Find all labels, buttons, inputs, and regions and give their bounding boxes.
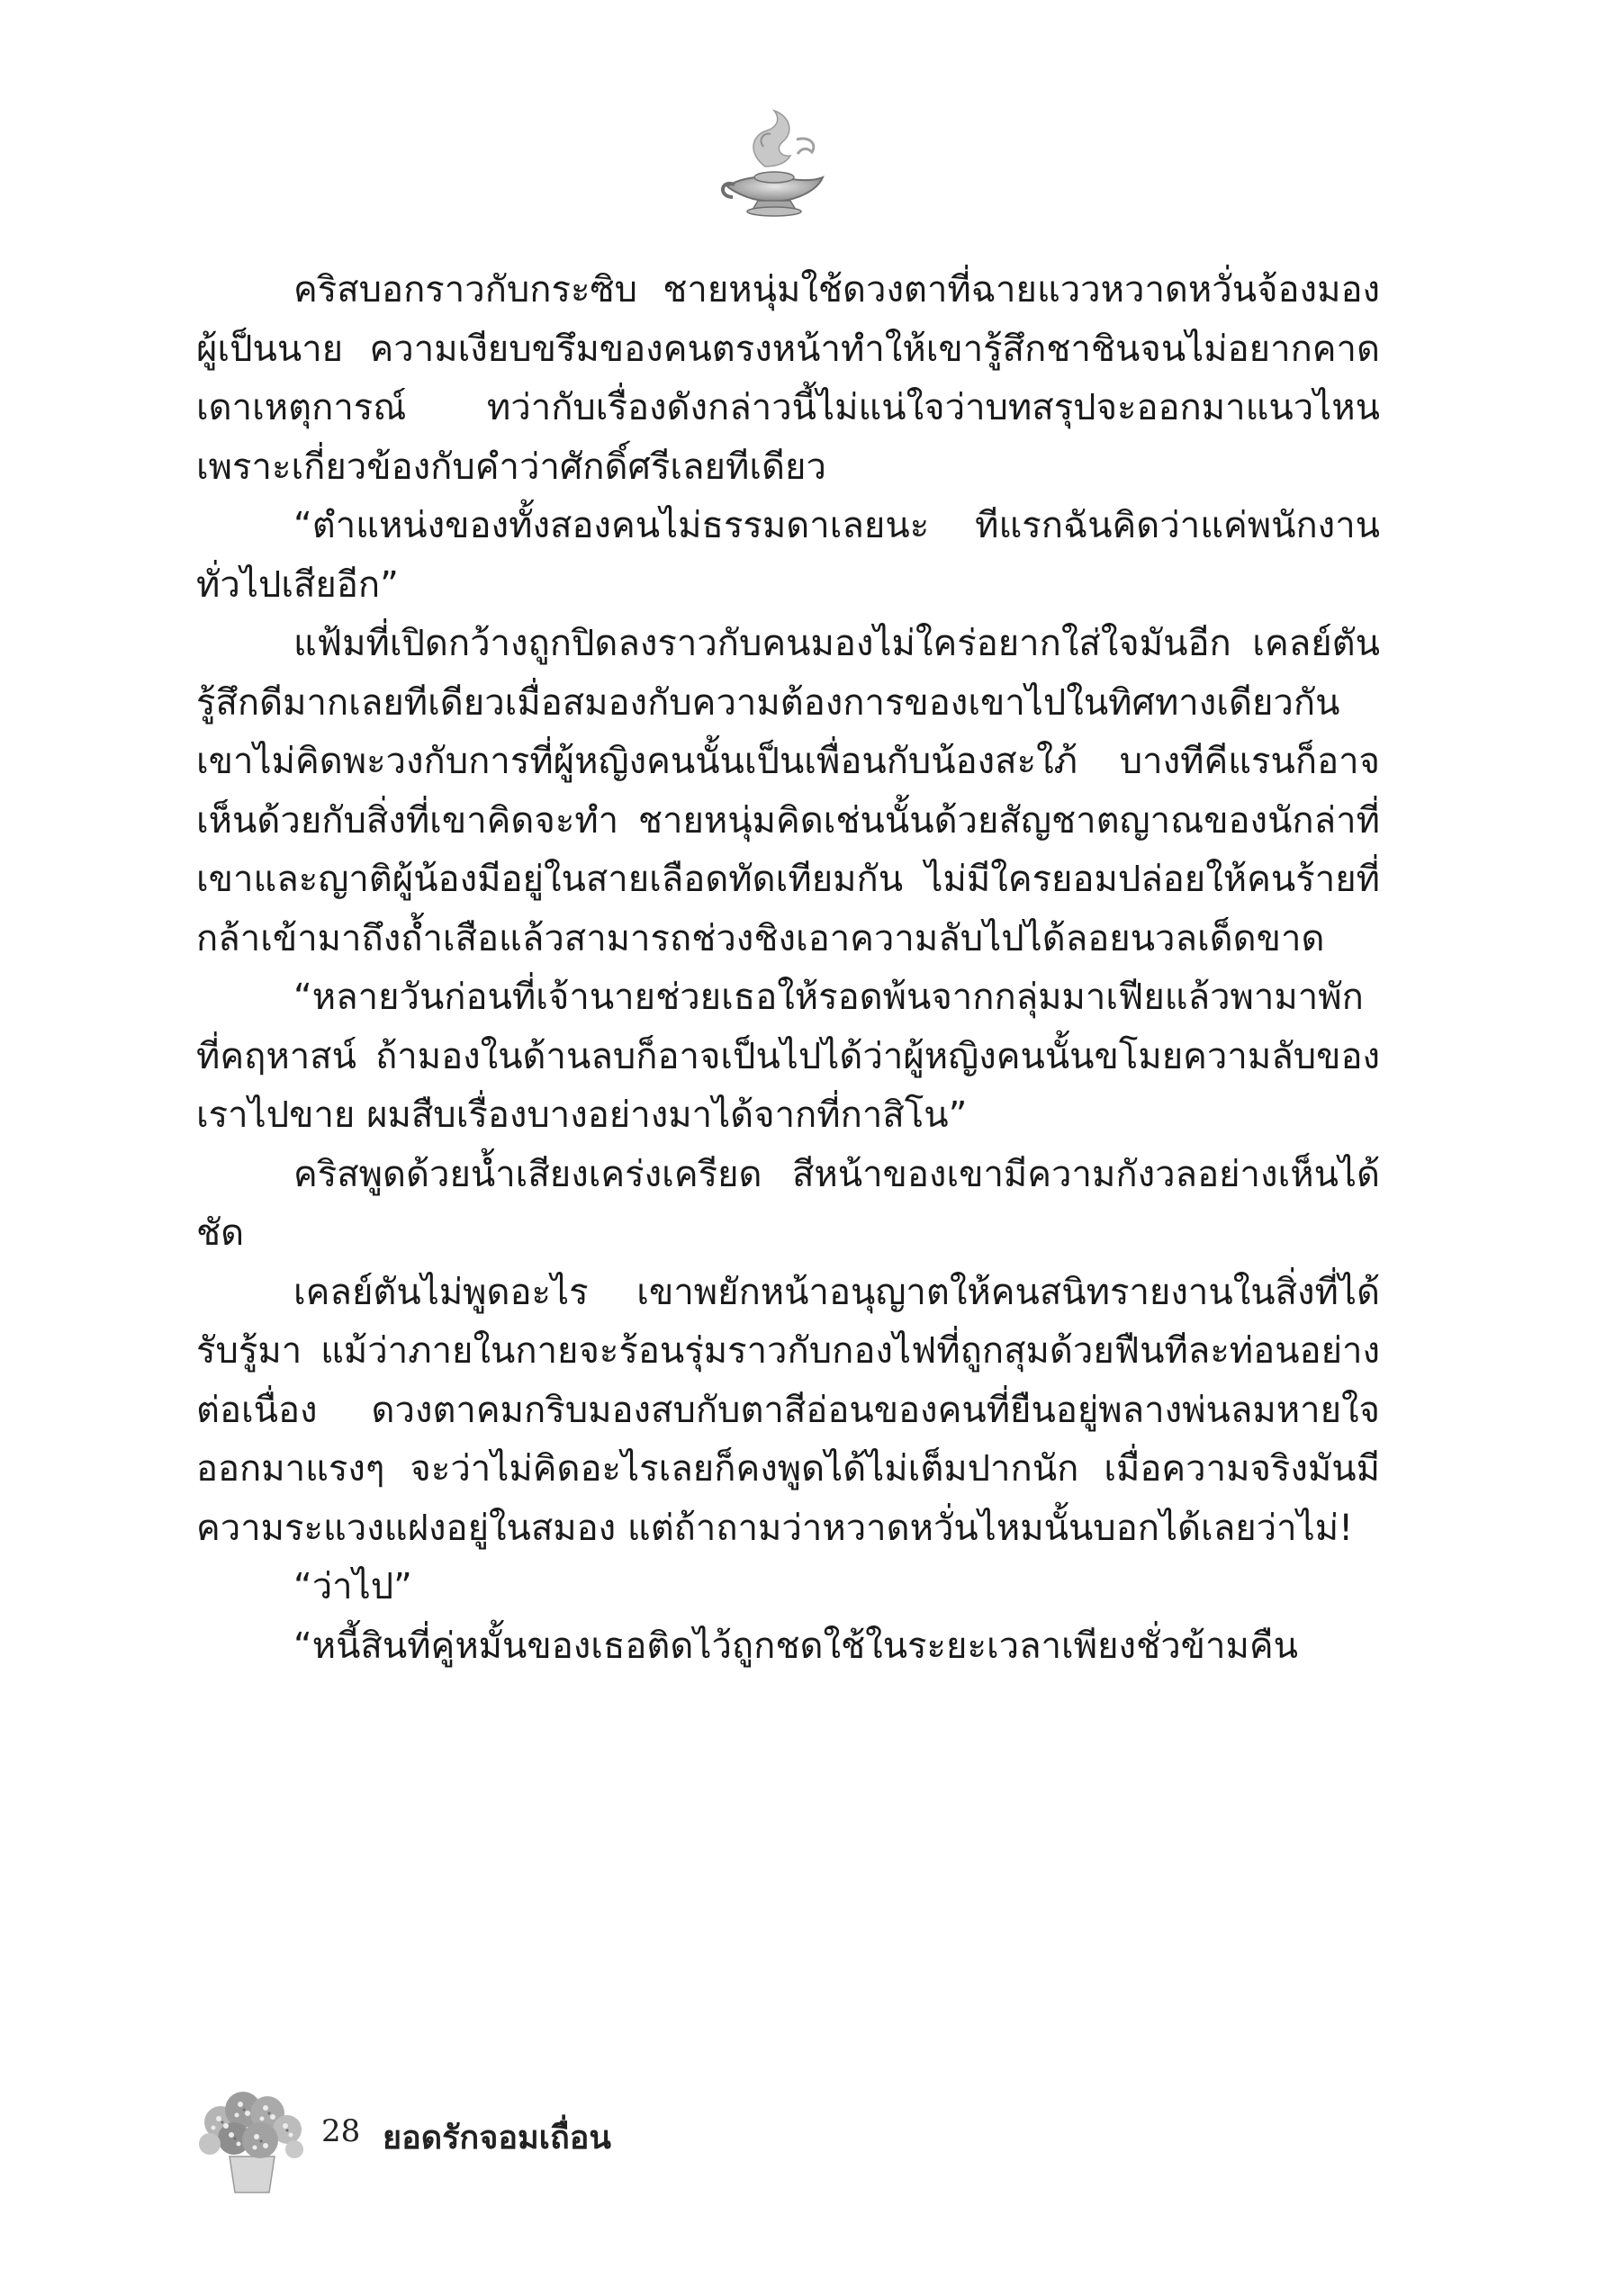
paragraph-7: “ว่าไป” [293,1566,412,1607]
body-text [196,261,1380,1676]
paragraph-8: “หนี้สินที่คู่หมั้นของเธอติดไว้ถูกชดใช้ในระยะเวลาเพียงชั่วข้ามคืน [293,1625,1298,1667]
paragraph-3: แฟ้มที่เปิดกว้างถูกปิดลงราวกับคนมองไม่ใคร่อยากใส่ใจมันอีก เคลย์ตันรู้สึกดีมากเลยทีเดียวเมื่อสมองกับความต้องการของเขาไปในทิศทางเดียวกัน เขาไม่คิดพะวงกับการที่ผู้หญิงคนนั้นเป็นเพื่อนกับน้องสะใภ้ บางทีคีแรนก็อาจเห็นด้วยกับสิ่งที่เขาคิดจะทำ ชายหนุ่มคิดเช่นนั้นด้วยสัญชาตญาณของนักล่าที่เขาและญาติผู้น้องมีอยู่ในสายเลือดทัดเทียมกัน ไม่มีใครยอมปล่อยให้คนร้ายที่กล้าเข้ามาถึงถ้ำเสือแล้วสามารถช่วงชิงเอาความลับไปได้ลอยนวลเด็ดขาด [196,623,1380,959]
page-footer [194,2086,1004,2194]
paragraph-4: “หลายวันก่อนที่เจ้านายช่วยเธอให้รอดพ้นจากกลุ่มมาเฟียแล้วพามาพักที่คฤหาสน์ ถ้ามองในด้านลบก็อาจเป็นไปได้ว่าผู้หญิงคนนั้นขโมยความลับของเราไปขาย ผมสืบเรื่องบางอย่างมาได้จากที่กาสิโน” [196,977,1380,1136]
page-number: 28 [321,2113,361,2149]
genie-lamp-icon [711,104,837,230]
paragraph-5: คริสพูดด้วยน้ำเสียงเคร่งเครียด สีหน้าของเขามีความกังวลอย่างเห็นได้ชัด [196,1153,1380,1254]
flower-bouquet-icon [194,2086,311,2194]
paragraph-6: เคลย์ตันไม่พูดอะไร เขาพยักหน้าอนุญาตให้คนสนิทรายงานในสิ่งที่ได้รับรู้มา แม้ว่าภายในกายจะร้อนรุ่มราวกับกองไฟที่ถูกสุมด้วยฟืนทีละท่อนอย่างต่อเนื่อง ดวงตาคมกริบมองสบกับตาสีอ่อนของคนที่ยืนอยู่พลางพ่นลมหายใจออกมาแรงๆ จะว่าไม่คิดอะไรเลยก็คงพูดได้ไม่เต็มปากนัก เมื่อความจริงมันมีความระแวงแฝงอยู่ในสมอง แต่ถ้าถามว่าหวาดหวั่นไหมนั้นบอกได้เลยว่าไม่! [196,1271,1380,1549]
book-title: ยอดรักจอมเถื่อน [383,2120,612,2156]
paragraph-2: “ตำแหน่งของทั้งสองคนไม่ธรรมดาเลยนะ ทีแรกฉันคิดว่าแค่พนักงานทั่วไปเสียอีก” [196,505,1380,606]
paragraph-1: คริสบอกราวกับกระซิบ ชายหนุ่มใช้ดวงตาที่ฉายแววหวาดหวั่นจ้องมองผู้เป็นนาย ความเงียบขรึมของคนตรงหน้าทำให้เขารู้สึกชาชินจนไม่อยากคาดเดาเหตุการณ์ ทว่ากับเรื่องดังกล่าวนี้ไม่แน่ใจว่าบทสรุปจะออกมาแนวไหน เพราะเกี่ยวข้องกับคำว่าศักดิ์ศรีเลยทีเดียว [196,269,1380,488]
